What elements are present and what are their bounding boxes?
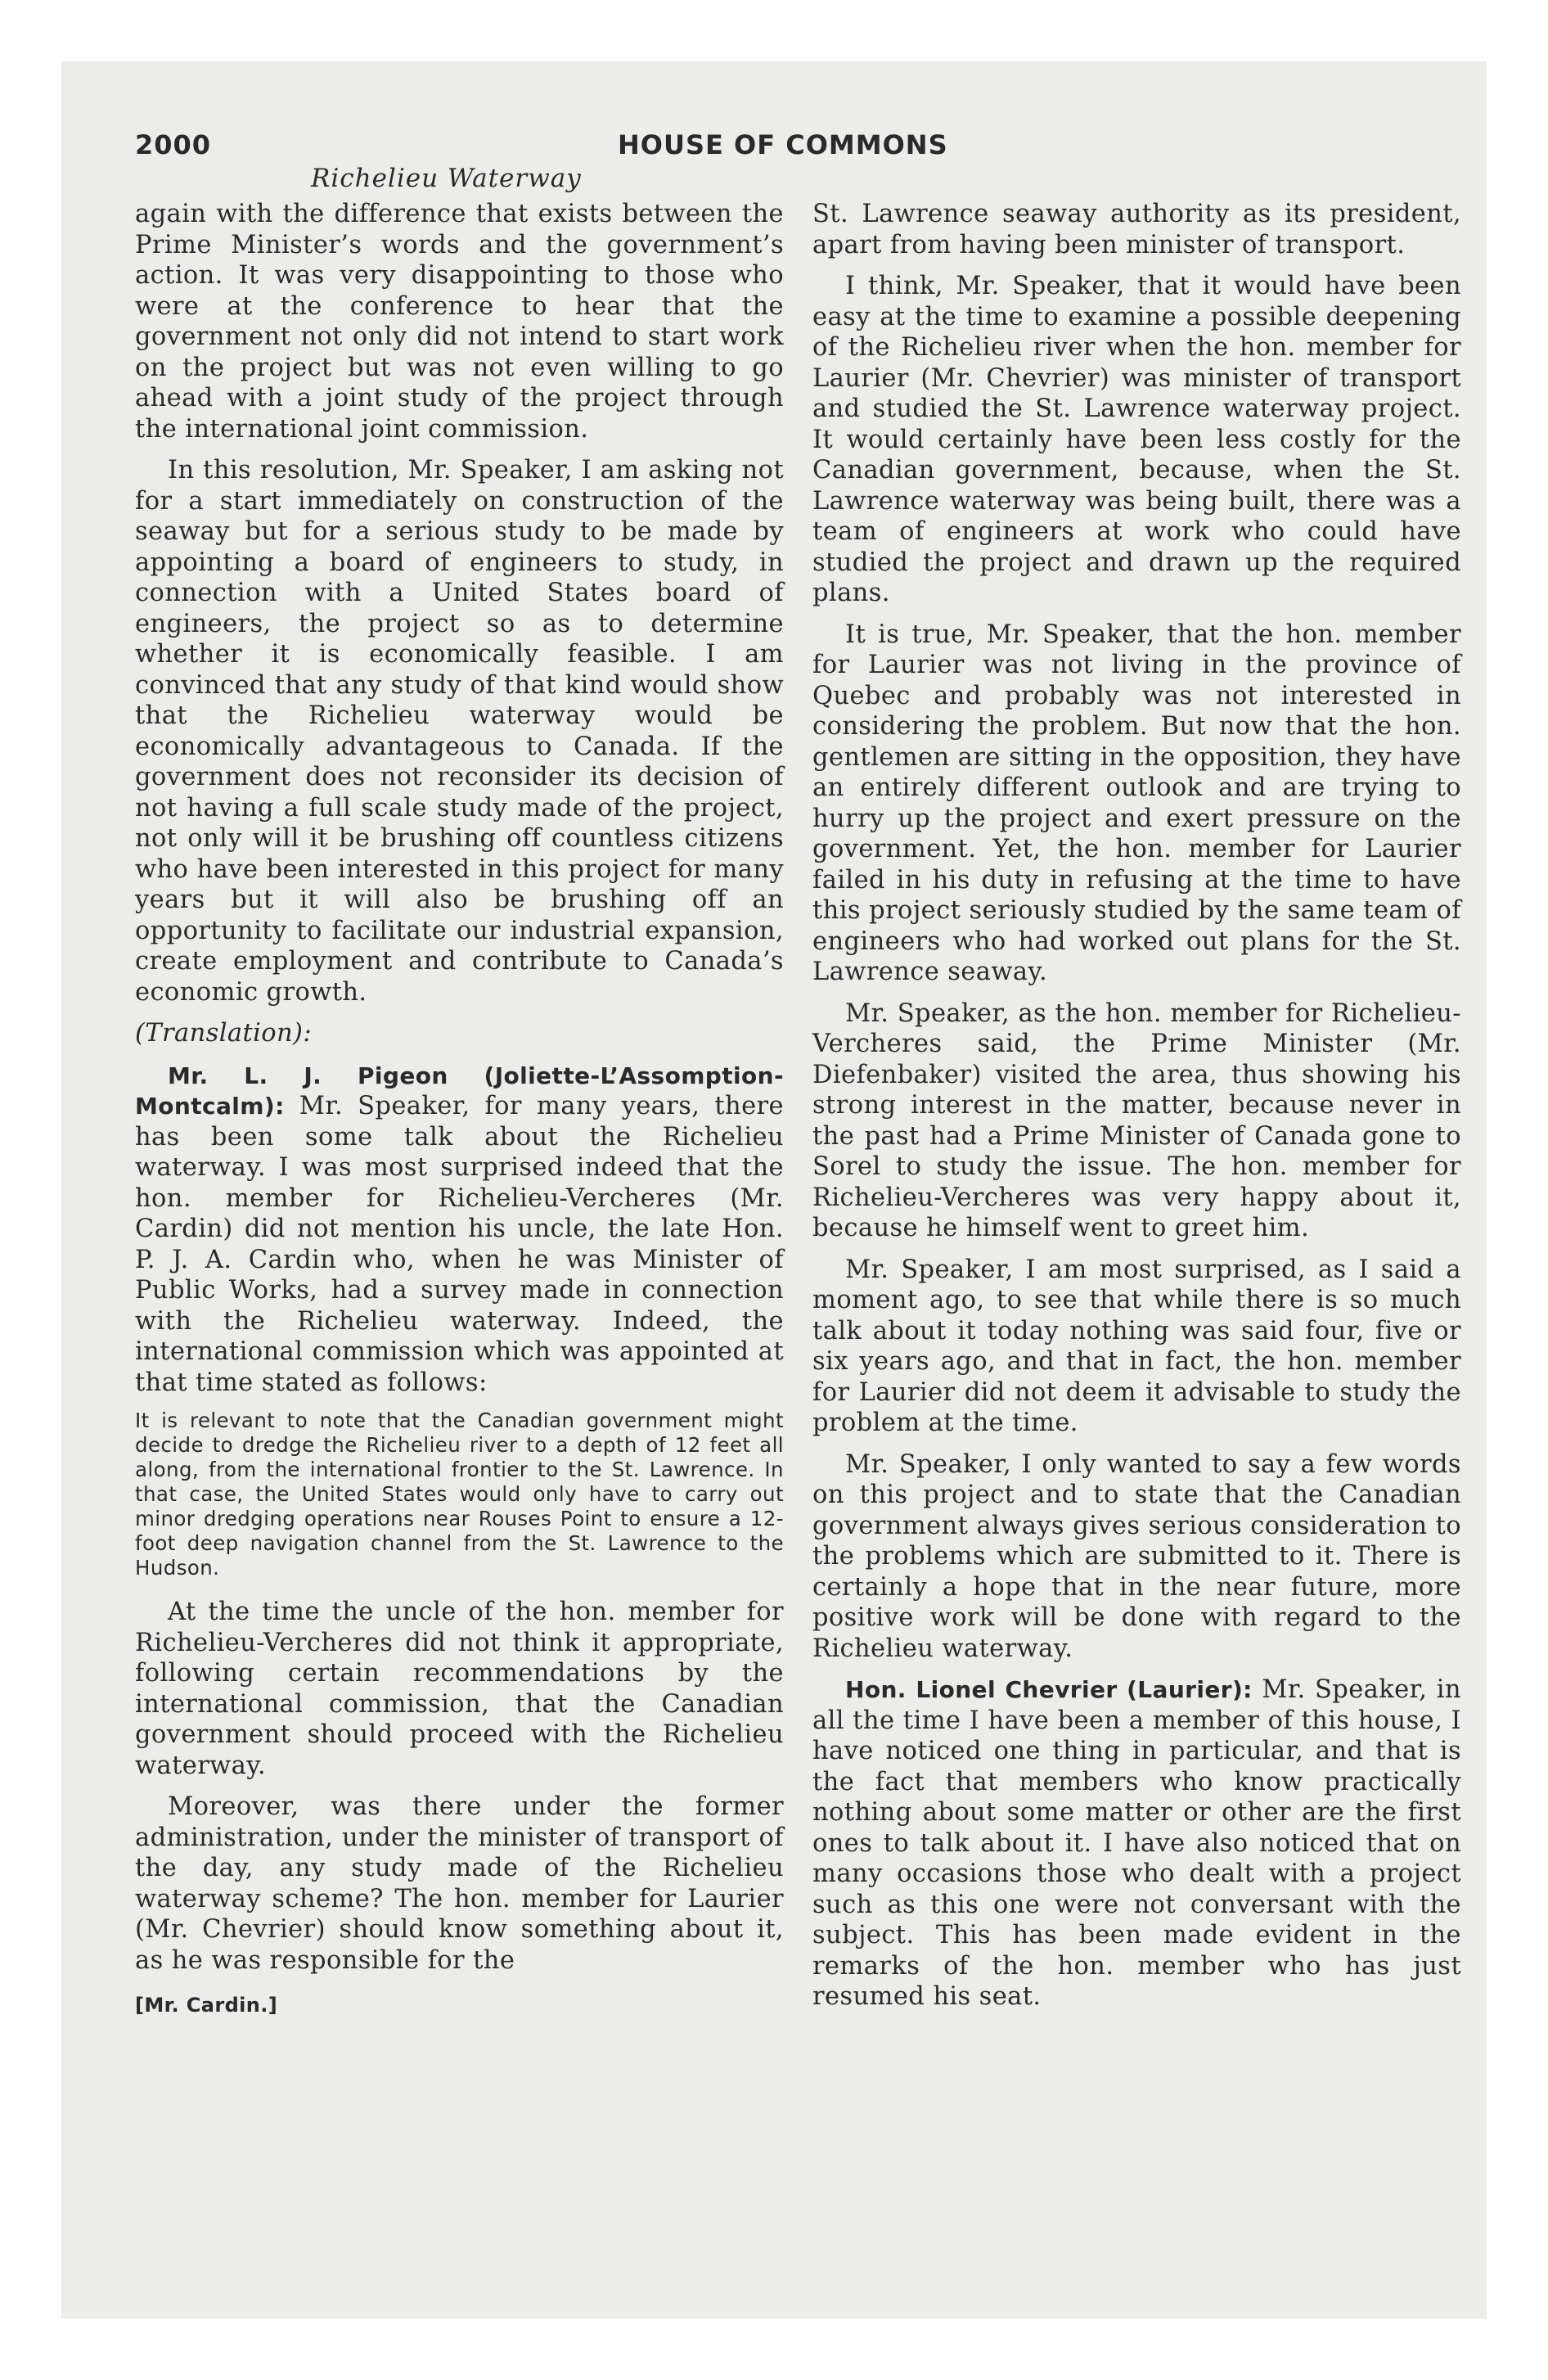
speaker-name: Hon. Lionel Chevrier (Laurier): xyxy=(845,1676,1253,1703)
paragraph: Mr. Speaker, as the hon. member for Richelieu-Vercheres said, the Prime Minister (Mr. Diefenbaker) visited the area, thus showing his strong interest in the matter, because never in the past had a Prime Minister of Canada gone to Sorel to study the issue. The hon. member for Richelieu-Vercheres was very happy about it, because he himself went to greet him. xyxy=(812,998,1461,1242)
paragraph: At the time the uncle of the hon. member for Richelieu-Vercheres did not think it appropriate, following certain recommendations by the international commission, that the Canadian government should proceed with the Richelieu waterway. xyxy=(135,1598,784,1780)
speech-text: Mr. Speaker, in all the time I have been a member of this house, I have noticed one thing in particular, and that is the fact that members who know practically nothing about some matter or other are the first ones to talk about it. I have also noticed that on many occasions those who dealt with a project such as this one were not conversant with the subject. This has been made evident in the remarks of the hon. member who has just resumed his seat. xyxy=(812,1675,1461,2011)
right-column xyxy=(812,199,1461,2023)
page-number: 2000 xyxy=(135,129,212,160)
speaker-name: Mr. L. J. Pigeon (Joliette-L’Assomption-Montcalm): xyxy=(135,1062,784,1120)
speech-paragraph xyxy=(135,1061,784,1399)
paragraph: Moreover, was there under the former administration, under the minister of transport of the day, any study made of the Richelieu waterway scheme? The hon. member for Laurier (Mr. Chevrier) should know something about it, as he was responsible for the xyxy=(135,1792,784,1975)
subject-title: Richelieu Waterway xyxy=(311,164,582,193)
paragraph: Mr. Speaker, I only wanted to say a few words on this project and to state that the Canadian government always gives serious consideration to the problems which are submitted to it. There is certainly a hope that in the near future, more positive work will be done with regard to the Richelieu waterway. xyxy=(812,1449,1461,1663)
running-head: HOUSE OF COMMONS xyxy=(618,129,948,160)
paragraph: It is true, Mr. Speaker, that the hon. member for Laurier was not living in the province of Quebec and probably was not interested in considering the problem. But now that the hon. gentlemen are sitting in the opposition, they have an entirely different outlook and are trying to hurry up the project and exert pressure on the government. Yet, the hon. member for Laurier failed in his duty in refusing at the time to have this project seriously studied by the same team of engineers who had worked out plans for the St. Lawrence seaway. xyxy=(812,620,1461,986)
left-column xyxy=(135,199,784,2032)
paragraph: In this resolution, Mr. Speaker, I am asking not for a start immediately on construction of the seaway but for a serious study to be made by appointing a board of engineers to study, in connection with a United States board of engineers, the project so as to determine whether it is economically feasible. I am convinced that any study of that kind would show that the Richelieu waterway would be economically advantageous to Canada. If the government does not reconsider its decision of not having a full scale study made of the project, not only will it be brushing off countless citizens who have been interested in this project for many years but it will also be brushing off an opportunity to facilitate our industrial expansion, create employment and contribute to Canada’s economic growth. xyxy=(135,456,784,1007)
block-quote: It is relevant to note that the Canadian government might decide to dredge the Richelieu river to a depth of 12 feet all along, from the international frontier to the St. Lawrence. In that case, the United States would only have to carry out minor dredging operations near Rouses Point to ensure a 12-foot deep navigation channel from the St. Lawrence to the Hudson. xyxy=(135,1409,784,1580)
paragraph: I think, Mr. Speaker, that it would have been easy at the time to examine a possible deepening of the Richelieu river when the hon. member for Laurier (Mr. Chevrier) was minister of transport and studied the St. Lawrence waterway project. It would certainly have been less costly for the Canadian government, because, when the St. Lawrence waterway was being built, there was a team of engineers at work who could have studied the project and drawn up the required plans. xyxy=(812,272,1461,607)
speech-paragraph xyxy=(812,1675,1461,2013)
paragraph: Mr. Speaker, I am most surprised, as I said a moment ago, to see that while there is so much talk about it today nothing was said four, five or six years ago, and that in fact, the hon. member for Laurier did not deem it advisable to study the problem at the time. xyxy=(812,1255,1461,1437)
speaker-footer-ref: [Mr. Cardin.] xyxy=(135,1994,278,2017)
paragraph: again with the difference that exists between the Prime Minister’s words and the government’s action. It was very disappointing to those who were at the conference to hear that the government not only did not intend to start work on the project but was not even willing to go ahead with a joint study of the project through the international joint commission. xyxy=(135,200,784,444)
paragraph: St. Lawrence seaway authority as its president, apart from having been minister of transport. xyxy=(812,200,1461,259)
translation-label: (Translation): xyxy=(135,1019,313,1048)
speech-text: Mr. Speaker, for many years, there has been some talk about the Richelieu waterway. I was most surprised indeed that the hon. member for Richelieu-Vercheres (Mr. Cardin) did not mention his uncle, the late Hon. P. J. A. Cardin who, when he was Minister of Public Works, had a survey made in connection with the Richelieu waterway. Indeed, the international commission which was appointed at that time stated as follows: xyxy=(135,1092,784,1397)
